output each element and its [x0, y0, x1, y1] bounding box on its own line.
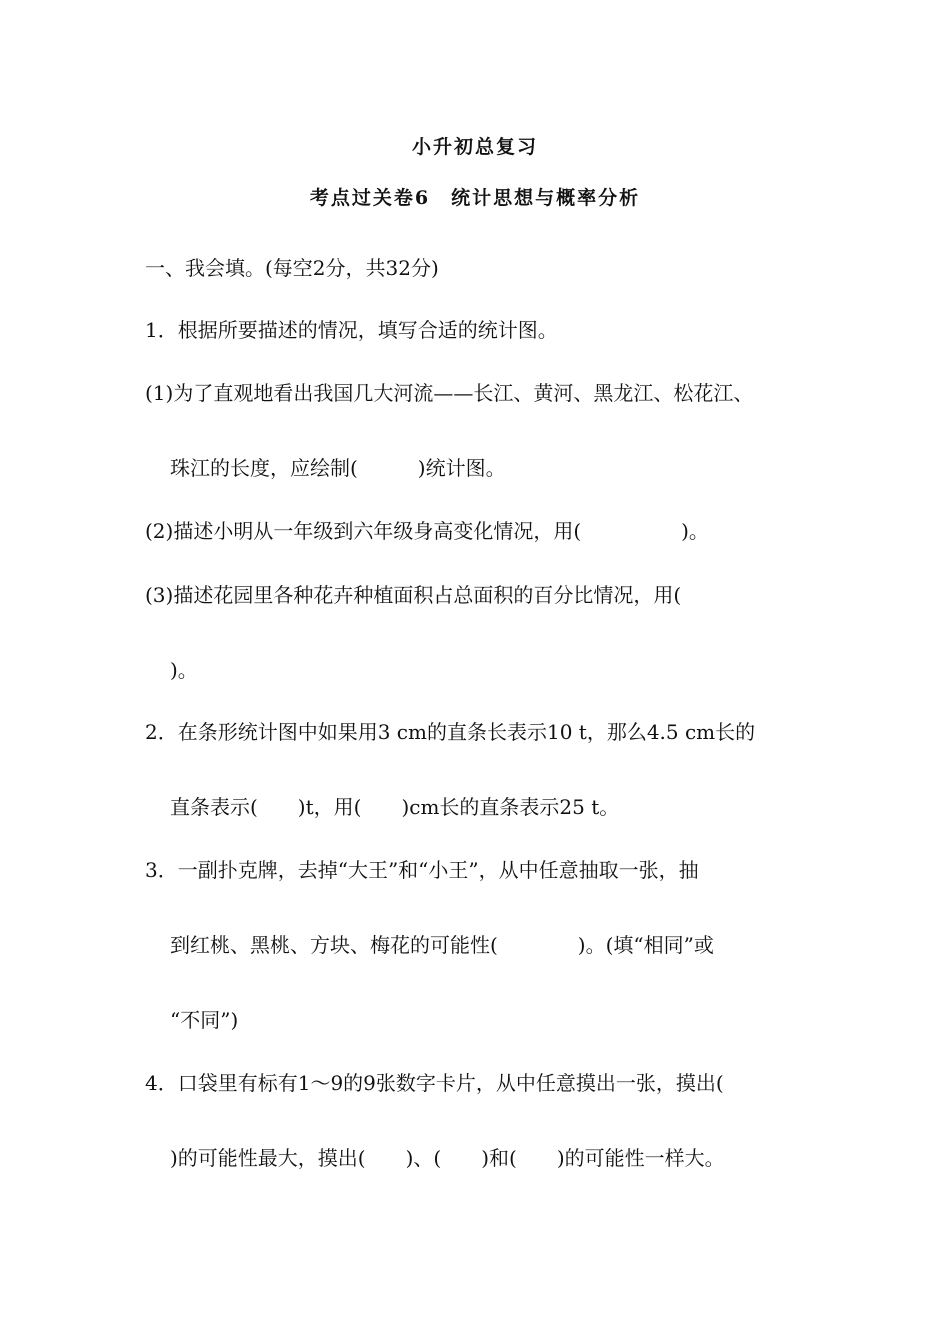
question-1-part-3-line-2: )。 [170, 658, 198, 682]
question-1-stem: 1．根据所要描述的情况，填写合适的统计图。 [145, 318, 558, 342]
question-1-part-2: (2)描述小明从一年级到六年级身高变化情况，用( )。 [145, 519, 709, 543]
question-1-part-1-line-1: (1)为了直观地看出我国几大河流——长江、黄河、黑龙江、松花江、 [145, 381, 754, 405]
section-heading: 一、我会填。(每空2分，共32分) [145, 256, 439, 280]
question-4-line-2: )的可能性最大，摸出( )、( )和( )的可能性一样大。 [170, 1146, 725, 1170]
question-3-line-3: “不同”) [170, 1008, 239, 1032]
question-2-line-2: 直条表示( )t，用( )cm长的直条表示25 t。 [170, 795, 620, 819]
question-3-line-1: 3．一副扑克牌，去掉“大王”和“小王”，从中任意抽取一张，抽 [145, 858, 699, 882]
question-1-part-3-line-1: (3)描述花园里各种花卉种植面积占总面积的百分比情况，用( [145, 583, 682, 607]
question-1-part-1-line-2: 珠江的长度，应绘制( )统计图。 [170, 456, 506, 480]
page-title: 小升初总复习 [411, 136, 538, 158]
question-2-line-1: 2．在条形统计图中如果用3 cm的直条长表示10 t，那么4.5 cm长的 [145, 720, 756, 744]
page-subtitle: 考点过关卷6 统计思想与概率分析 [309, 187, 641, 209]
question-4-line-1: 4．口袋里有标有1～9的9张数字卡片，从中任意摸出一张，摸出( [145, 1071, 724, 1095]
question-3-line-2: 到红桃、黑桃、方块、梅花的可能性( )。(填“相同”或 [170, 933, 714, 957]
